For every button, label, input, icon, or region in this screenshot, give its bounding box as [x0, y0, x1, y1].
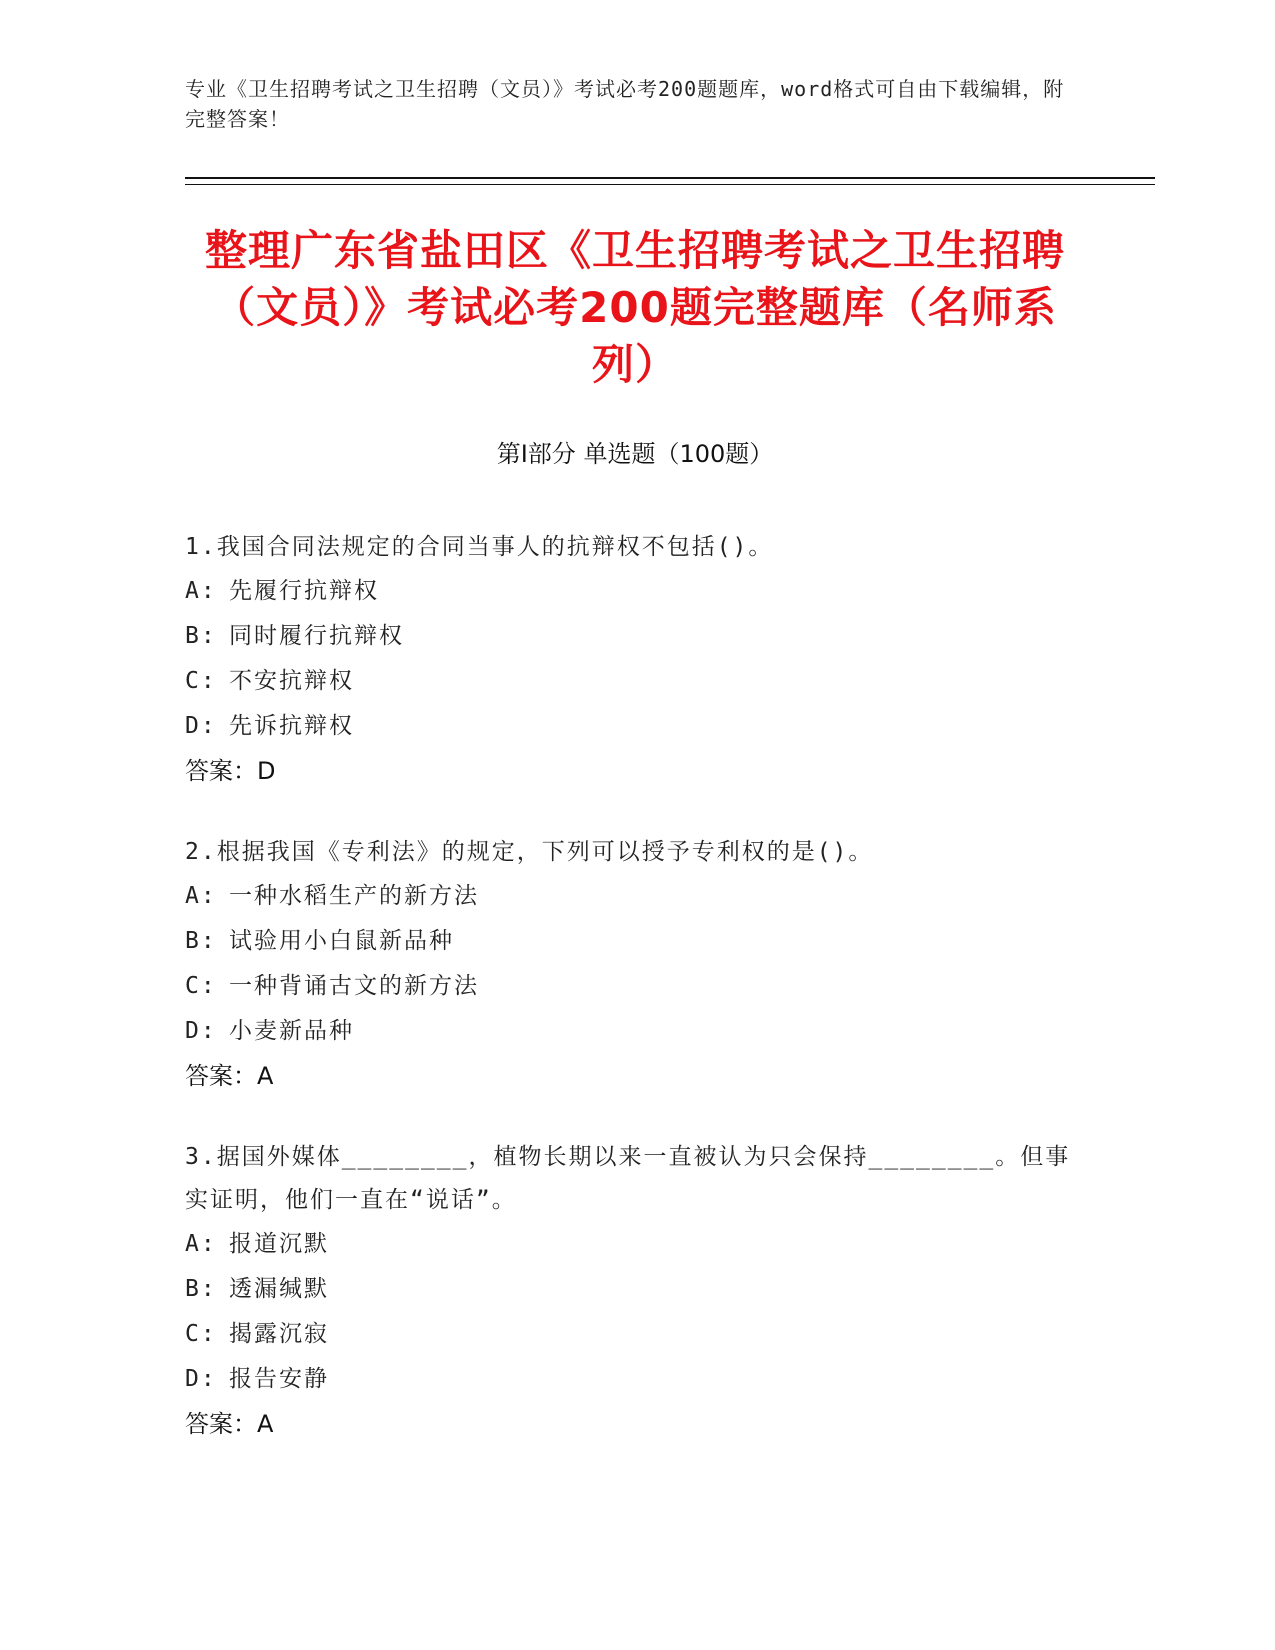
- option-text: 揭露沉寂: [229, 1321, 329, 1347]
- header-divider-thin: [185, 184, 1155, 185]
- option-c: [185, 659, 1085, 704]
- answer-label: 答案：D: [185, 757, 276, 785]
- option-b: [185, 1267, 1085, 1312]
- answer-label: 答案：A: [185, 1062, 274, 1090]
- option-text: 报告安静: [229, 1366, 329, 1392]
- document-title: 整理广东省盐田区《卫生招聘考试之卫生招聘（文员）》考试必考200题完整题库（名师系列）: [204, 226, 1065, 389]
- option-text: 先诉抗辩权: [229, 713, 354, 739]
- question-2: [185, 831, 1085, 1099]
- answer-label: 答案：A: [185, 1410, 274, 1438]
- option-a: [185, 1222, 1085, 1267]
- option-text: 一种背诵古文的新方法: [229, 973, 479, 999]
- option-letter: C:: [185, 973, 217, 999]
- option-a: [185, 874, 1085, 919]
- option-b: [185, 614, 1085, 659]
- option-d: [185, 1357, 1085, 1402]
- option-text: 一种水稻生产的新方法: [229, 883, 479, 909]
- option-letter: B:: [185, 1276, 217, 1302]
- option-b: [185, 919, 1085, 964]
- question-1: [185, 526, 1085, 794]
- option-text: 同时履行抗辩权: [229, 623, 404, 649]
- header-note: 专业《卫生招聘考试之卫生招聘（文员）》考试必考200题题库，word格式可自由下载编辑，附完整答案！: [185, 77, 1065, 131]
- option-d: [185, 1009, 1085, 1054]
- question-stem: 2.根据我国《专利法》的规定，下列可以授予专利权的是()。: [185, 839, 874, 865]
- option-letter: C:: [185, 668, 217, 694]
- question-list: [185, 526, 1085, 1484]
- option-letter: A:: [185, 1231, 217, 1257]
- header-divider-thick: [185, 177, 1155, 179]
- option-letter: D:: [185, 713, 217, 739]
- option-letter: A:: [185, 578, 217, 604]
- option-letter: A:: [185, 883, 217, 909]
- option-letter: B:: [185, 928, 217, 954]
- option-letter: C:: [185, 1321, 217, 1347]
- option-letter: D:: [185, 1366, 217, 1392]
- question-3: [185, 1136, 1085, 1447]
- section-heading: 第I部分 单选题（100题）: [496, 440, 774, 468]
- option-c: [185, 1312, 1085, 1357]
- option-d: [185, 704, 1085, 749]
- option-text: 小麦新品种: [229, 1018, 354, 1044]
- option-text: 不安抗辩权: [229, 668, 354, 694]
- option-text: 透漏缄默: [229, 1276, 329, 1302]
- option-text: 试验用小白鼠新品种: [229, 928, 454, 954]
- option-c: [185, 964, 1085, 1009]
- option-a: [185, 569, 1085, 614]
- option-text: 报道沉默: [229, 1231, 329, 1257]
- option-letter: D:: [185, 1018, 217, 1044]
- option-letter: B:: [185, 623, 217, 649]
- question-stem: 1.我国合同法规定的合同当事人的抗辩权不包括()。: [185, 534, 774, 560]
- option-text: 先履行抗辩权: [229, 578, 379, 604]
- question-stem: 3.据国外媒体________，植物长期以来一直被认为只会保持________。但事实证明，他们一直在“说话”。: [185, 1144, 1071, 1213]
